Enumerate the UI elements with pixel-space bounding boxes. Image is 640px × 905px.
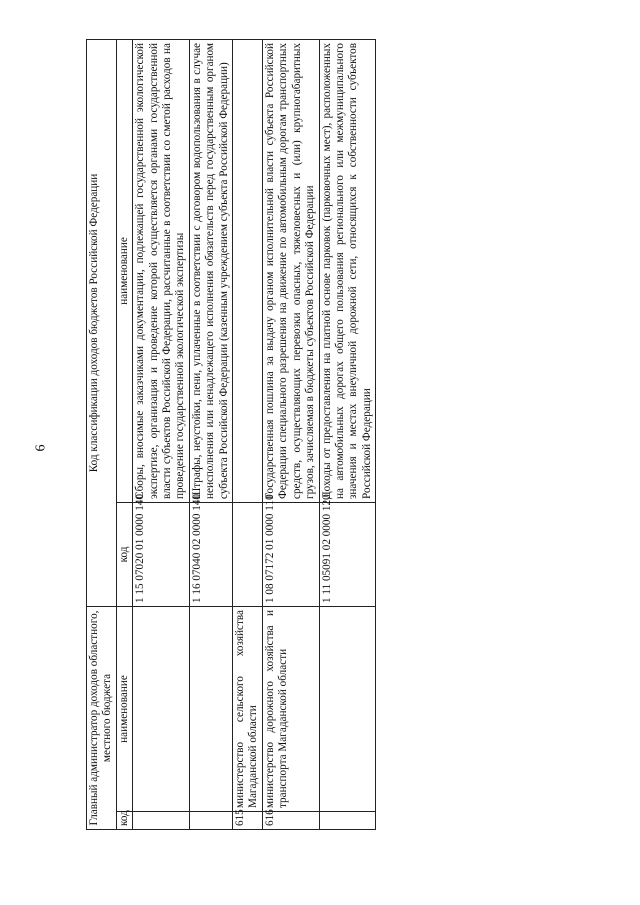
income-name-cell (233, 39, 263, 502)
income-group-header: Код классификации доходов бюджетов Российской Федерации (87, 39, 117, 606)
income-name-cell: Государственная пошлина за выдачу органом исполнительной власти субъекта Российской Федерации специального разрешения на движение по автомобильным дорогам транспортных средств, осуществляющих перевозки опасных, тяжеловесных и (или) крупногабаритных грузов, зачисляемая в бюджеты субъектов Российской Федерации (262, 39, 319, 502)
admin-code-cell: 616 (262, 812, 319, 830)
income-name-cell: Сборы, вносимые заказчиками документации, подлежащей государственной экологической экспертизе, организация и проведение которой осуществляется органами государственной власти субъектов Российской Федерации, рассчитанные в соответствии со сметой расходов на проведение государственной экологической экспертизы (133, 39, 190, 502)
table-row (262, 39, 319, 829)
admin-code-cell (319, 812, 376, 830)
admin-name-cell: министерство сельского хозяйства Магаданской области (233, 607, 263, 812)
col-code-header: код (116, 812, 132, 830)
income-name-cell: Штрафы, неустойки, пени, уплаченные в соответствии с договором водопользования в случае неисполнения или ненадлежащего исполнения обязательств перед государственным органом субъекта Российской Федерации (казенным учреждением субъекта Российской Федерации) (189, 39, 232, 502)
income-classification-table (86, 39, 376, 830)
admin-code-cell: 615 (233, 812, 263, 830)
kbk-cell (233, 503, 263, 607)
page-number: 6 (33, 444, 49, 452)
col-kbk-header: код (116, 503, 132, 607)
kbk-cell: 1 08 07172 01 0000 110 (262, 503, 319, 607)
kbk-cell: 1 16 07040 02 0000 140 (189, 503, 232, 607)
admin-code-cell (133, 812, 190, 830)
admin-name-cell (319, 607, 376, 812)
table-row (133, 39, 190, 829)
kbk-cell: 1 11 05091 02 0000 120 (319, 503, 376, 607)
col-income-name-header: наименование (116, 39, 132, 502)
kbk-cell: 1 15 07020 01 0000 140 (133, 503, 190, 607)
table-header-row (87, 39, 117, 829)
table-row (189, 39, 232, 829)
income-name-cell: Доходы от предоставления на платной основе парковок (парковочных мест), расположенных на автомобильных дорогах общего пользования регионального или межмуниципального значения и местах внеуличной дорожной сети, относящихся к собственности субъектов Российской Федерации (319, 39, 376, 502)
admin-name-cell: министерство дорожного хозяйства и транспорта Магаданской области (262, 607, 319, 812)
admin-name-cell (189, 607, 232, 812)
admin-group-header: Главный администратор доходов областного, местного бюджета (87, 607, 117, 830)
table-subheader-row (116, 39, 132, 829)
admin-name-cell (133, 607, 190, 812)
col-name-header: наименование (116, 607, 132, 812)
document-sheet (86, 40, 546, 830)
table-row (233, 39, 263, 829)
admin-code-cell (189, 812, 232, 830)
table-row (319, 39, 376, 829)
